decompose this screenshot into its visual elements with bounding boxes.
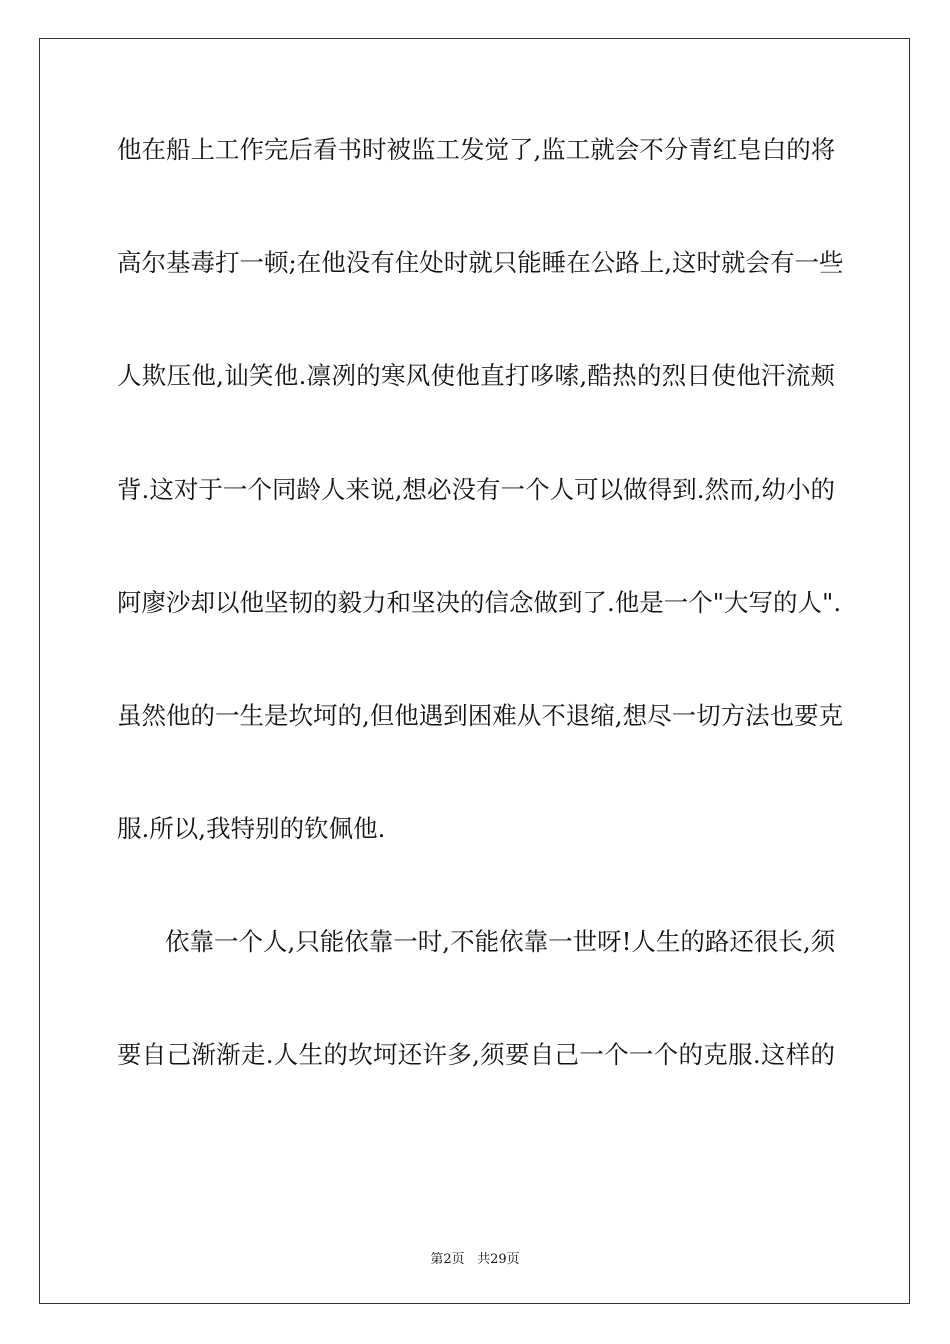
- text-line-2: 高尔基毒打一顿;在他没有住处时就只能睡在公路上,这时就会有一些: [117, 248, 844, 277]
- page-footer: [0, 1248, 950, 1267]
- total-pages: 共29页: [477, 1252, 520, 1267]
- page-number: 第2页: [430, 1252, 465, 1267]
- text-line-7: 服.所以,我特别的钦佩他.: [117, 814, 386, 843]
- text-line-6: 虽然他的一生是坎坷的,但他遇到困难从不退缩,想尽一切方法也要克: [117, 701, 844, 730]
- text-line-3: 人欺压他,讪笑他.凛冽的寒风使他直打哆嗦,酷热的烈日使他汗流颊: [117, 361, 835, 390]
- text-line-1: 他在船上工作完后看书时被监工发觉了,监工就会不分青红皂白的将: [117, 135, 836, 164]
- text-line-9: 要自己渐渐走.人生的坎坷还许多,须要自己一个一个的克服.这样的: [117, 1040, 835, 1069]
- text-line-5: 阿廖沙却以他坚韧的毅力和坚决的信念做到了.他是一个"大写的人".: [117, 588, 842, 617]
- text-line-4: 背.这对于一个同龄人来说,想必没有一个人可以做得到.然而,幼小的: [117, 475, 835, 504]
- page-border: [39, 38, 910, 1304]
- text-line-8: 依靠一个人,只能依靠一时,不能依靠一世呀!人生的路还很长,须: [165, 927, 836, 956]
